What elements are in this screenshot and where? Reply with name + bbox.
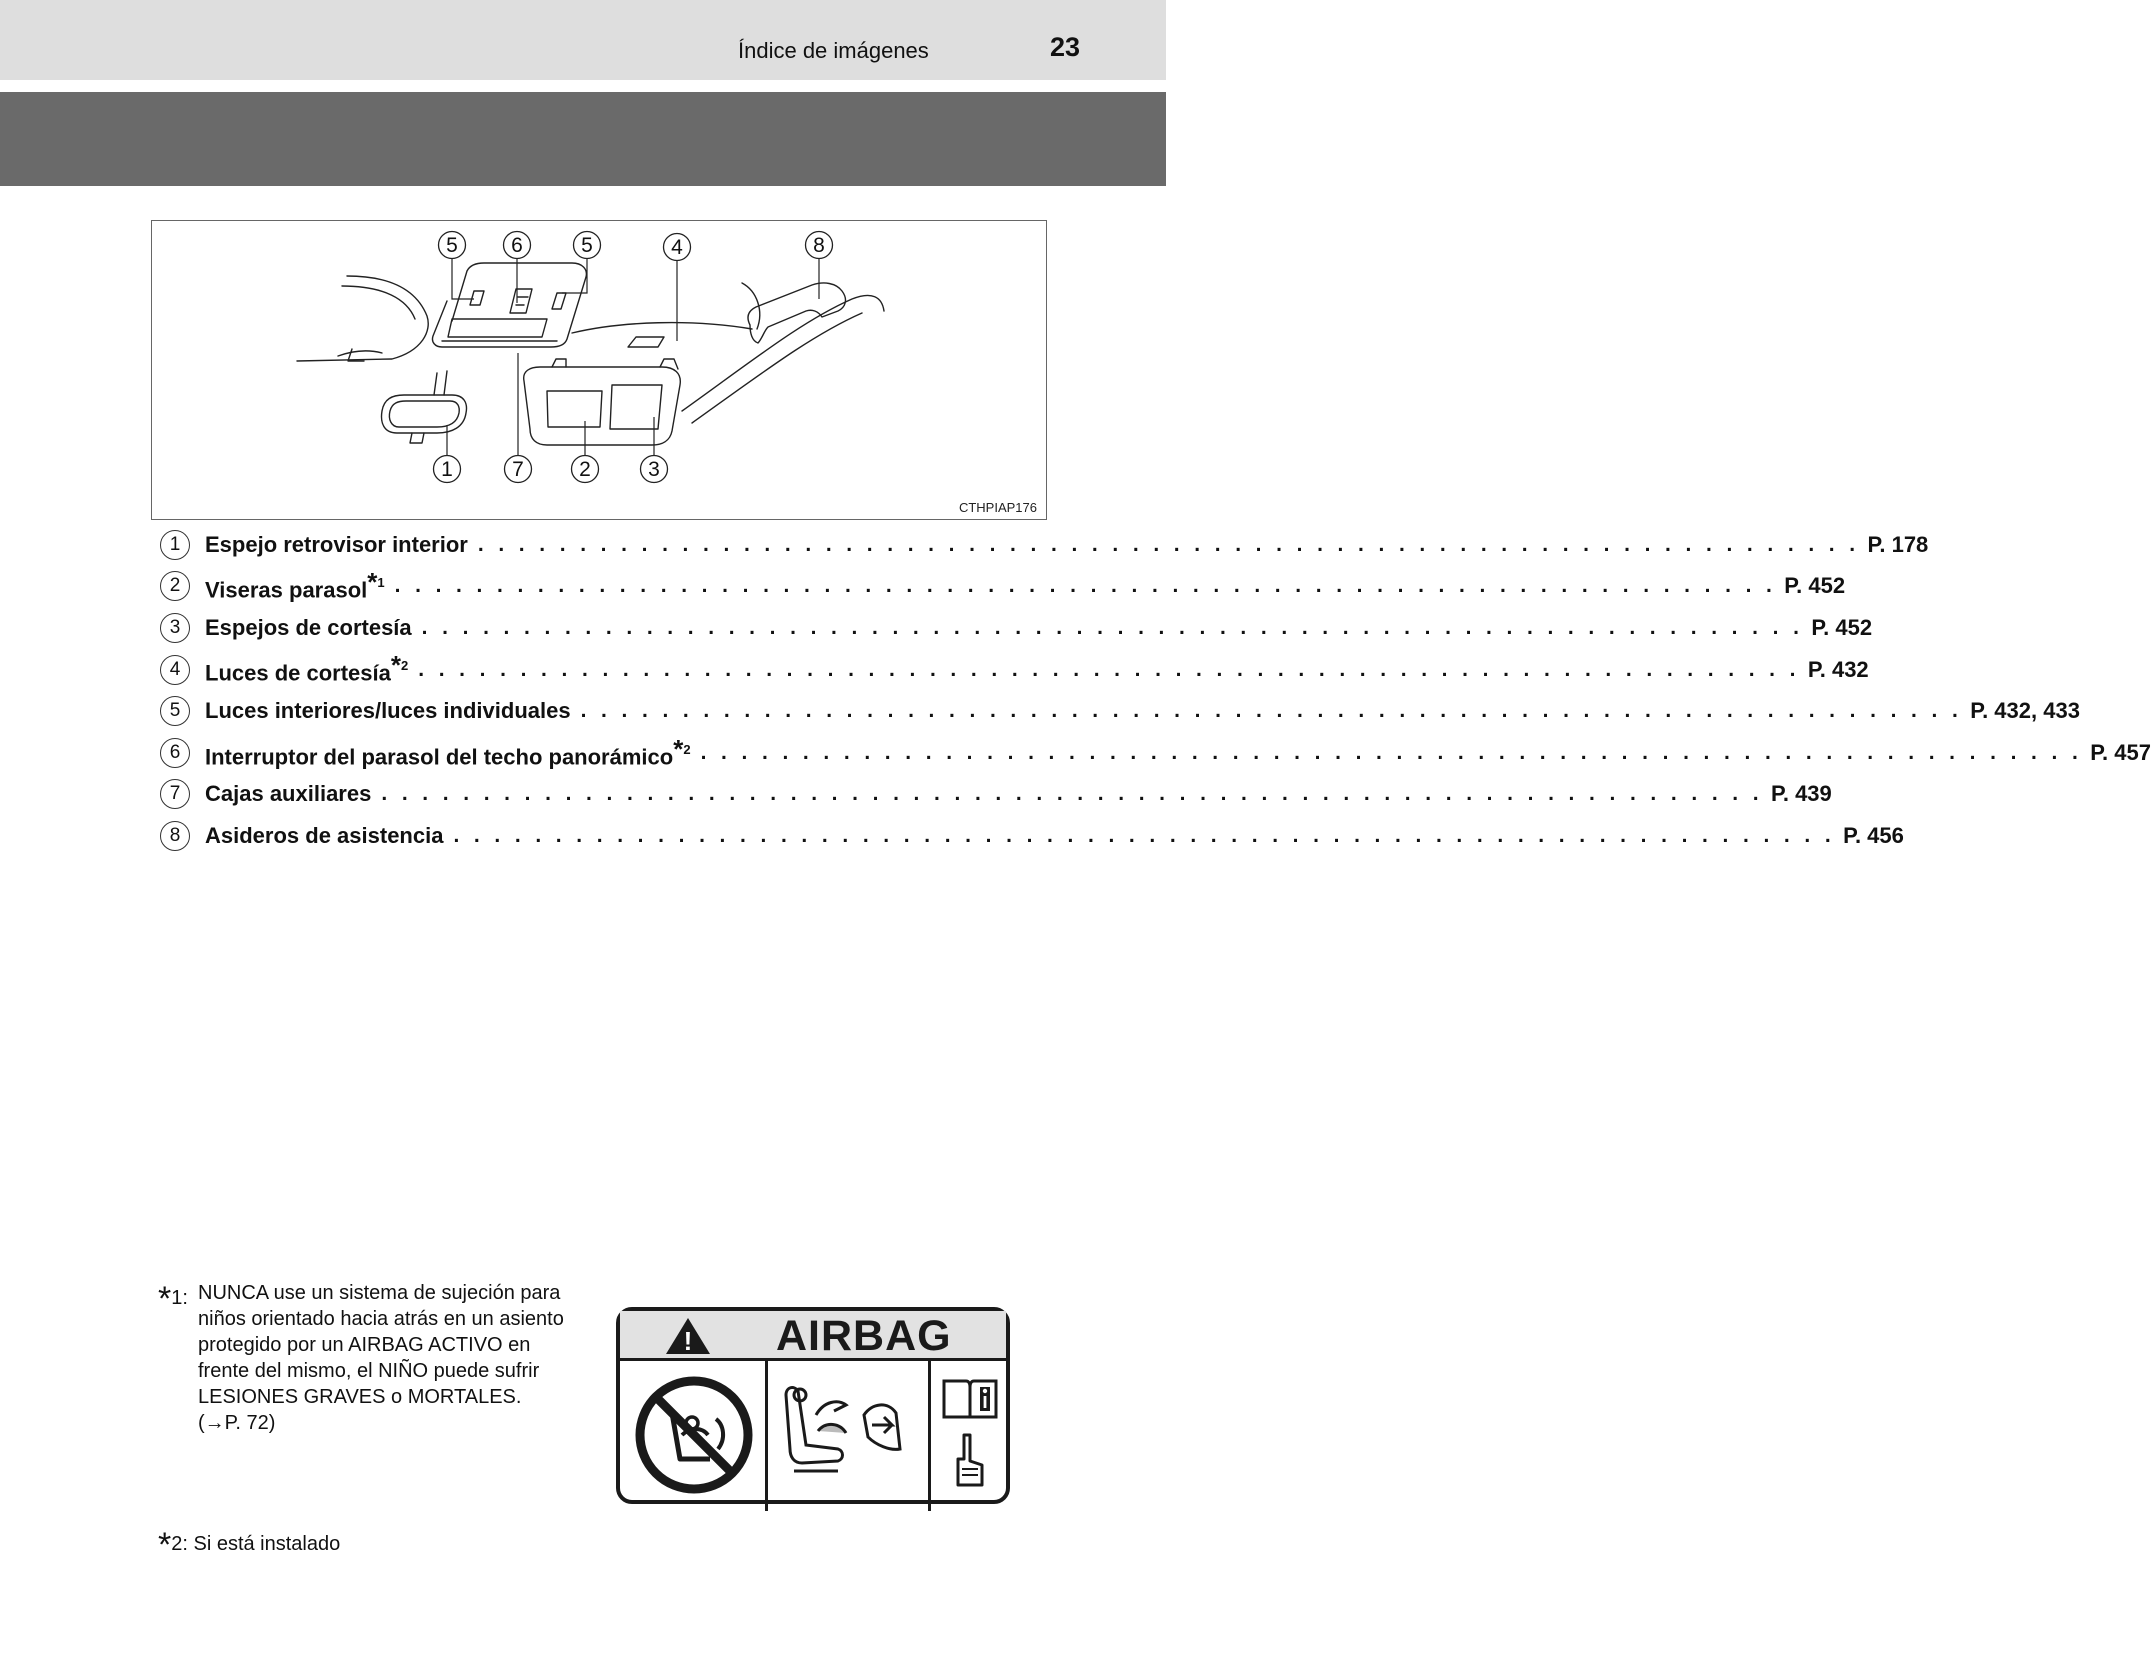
item-page-ref[interactable]: P. 439 <box>1771 781 1832 807</box>
footnote-star: * <box>673 733 684 764</box>
index-list <box>160 524 2151 857</box>
item-label: Luces interiores/luces individuales <box>205 698 571 724</box>
index-item[interactable] <box>160 566 1846 608</box>
sunshade-switch <box>510 289 532 313</box>
divider <box>928 1361 931 1511</box>
callout-label: 3 <box>648 458 660 481</box>
leader-dots: . . . . . . . . . . . . . . . . . . . . . . . . . . . . . . . . . . . . . . . . . . . . . . . . . . . . . . . . . . . . . . . . . . . . <box>700 740 2083 764</box>
footnote-star: * <box>390 650 401 681</box>
item-page-ref[interactable]: P. 452 <box>1784 573 1846 599</box>
footnote-ref-number: 2 <box>401 658 409 674</box>
callouts-bottom <box>434 456 668 483</box>
airbag-label-header <box>620 1311 1006 1361</box>
index-item[interactable] <box>160 607 1873 649</box>
footnote-index: 2 <box>171 1533 183 1555</box>
item-number: 5 <box>160 696 190 726</box>
footnote-marker: *1: <box>158 1280 188 1318</box>
overhead-console <box>432 263 586 347</box>
index-item[interactable] <box>160 815 1904 857</box>
footnote-line: frente del mismo, el NIÑO puede sufrir <box>198 1360 540 1382</box>
callout-label: 5 <box>446 234 458 257</box>
item-label: Viseras parasol <box>205 577 368 603</box>
footnote-star: * <box>158 1526 172 1564</box>
section-title: Índice de imágenes <box>738 38 929 63</box>
no-child-seat-icon <box>632 1373 756 1497</box>
footnote-ref <box>673 733 691 764</box>
seat-airbag-icon <box>772 1375 922 1495</box>
visor-pad <box>547 391 602 427</box>
callout-label: 6 <box>511 234 523 257</box>
item-page-ref[interactable]: P. 456 <box>1843 822 1904 848</box>
footnote-page-link[interactable]: (→P. 72) <box>198 1412 276 1434</box>
interior-illustration <box>152 221 1048 521</box>
header-band <box>0 92 1166 186</box>
read-manual-icon <box>938 1375 1002 1499</box>
item-number: 4 <box>160 655 190 685</box>
item-number: 1 <box>160 530 190 560</box>
airbag-warning-label <box>616 1307 1010 1504</box>
leader-5a <box>452 257 474 299</box>
item-page-ref[interactable]: P. 178 <box>1867 531 1929 557</box>
callout-label: 1 <box>441 458 453 481</box>
footnote-star: * <box>367 567 378 598</box>
item-number: 8 <box>160 821 190 851</box>
mirror-glass <box>389 401 459 427</box>
visor-clip <box>552 359 566 367</box>
callout-label: 4 <box>671 236 683 259</box>
callout-label: 8 <box>813 234 825 257</box>
item-page-ref[interactable]: P. 457 <box>2090 739 2151 765</box>
item-label: Espejo retrovisor interior <box>205 531 468 557</box>
index-item[interactable] <box>160 649 1869 691</box>
item-label-wrap <box>205 652 408 686</box>
footnote-line: LESIONES GRAVES o MORTALES. <box>198 1386 522 1408</box>
item-label: Espejos de cortesía <box>205 614 412 640</box>
page-header <box>0 0 1166 80</box>
item-number: 3 <box>160 613 190 643</box>
footnote-1 <box>158 1280 598 1436</box>
index-item[interactable] <box>160 690 2080 732</box>
leader-dots: . . . . . . . . . . . . . . . . . . . . . . . . . . . . . . . . . . . . . . . . . . . . . . . . . . . . . . . . . . . . . . . . . . . . <box>418 657 1800 681</box>
warning-glyph: ! <box>683 1326 693 1356</box>
footnote-line: NUNCA use un sistema de sujeción para <box>198 1282 561 1304</box>
item-label-wrap <box>205 733 691 770</box>
leader-dots: . . . . . . . . . . . . . . . . . . . . . . . . . . . . . . . . . . . . . . . . . . . . . . . . . . . . . . . . . . . . . . . . . . . . <box>421 615 1804 639</box>
aux-box-lid <box>448 319 547 337</box>
footnote-2: *2: Si está instalado <box>158 1526 341 1564</box>
warning-triangle-icon <box>664 1316 712 1356</box>
item-number: 6 <box>160 738 190 768</box>
headliner-left-line <box>297 276 428 361</box>
callout-label: 2 <box>579 458 591 481</box>
item-page-ref[interactable]: P. 432 <box>1807 656 1869 682</box>
leader-dots: . . . . . . . . . . . . . . . . . . . . . . . . . . . . . . . . . . . . . . . . . . . . . . . . . . . . . . . . . . . . . . . . . . . . <box>394 574 1777 598</box>
footnote-line: protegido por un AIRBAG ACTIVO en <box>198 1334 531 1356</box>
roof-rail-right <box>682 295 884 411</box>
item-label: Cajas auxiliares <box>205 781 372 807</box>
lamp-lens-left <box>470 291 484 305</box>
callout-label: 5 <box>581 234 593 257</box>
lamp-lens-right <box>552 293 566 309</box>
callouts-top <box>439 232 833 261</box>
item-number: 2 <box>160 571 190 601</box>
footnote-index: 1 <box>171 1287 183 1309</box>
footnote-star: * <box>158 1280 172 1318</box>
roof-line-center <box>572 323 752 333</box>
footnote-ref-number: 2 <box>683 741 691 757</box>
item-page-ref[interactable]: P. 432, 433 <box>1970 698 2080 724</box>
pillar-left <box>338 351 382 356</box>
callout-label: 7 <box>512 458 524 481</box>
index-item[interactable] <box>160 774 1832 816</box>
leader-dots: . . . . . . . . . . . . . . . . . . . . . . . . . . . . . . . . . . . . . . . . . . . . . . . . . . . . . . . . . . . . . . . . . . . . <box>381 782 1763 806</box>
index-item[interactable] <box>160 732 2151 774</box>
mirror-stem <box>434 371 447 395</box>
footnote-ref <box>390 650 409 681</box>
mirror-base <box>410 433 424 443</box>
leader-dots: . . . . . . . . . . . . . . . . . . . . . . . . . . . . . . . . . . . . . . . . . . . . . . . . . . . . . . . . . . . . . . . . . . . . <box>453 823 1836 847</box>
item-number: 7 <box>160 779 190 809</box>
item-label: Asideros de asistencia <box>205 822 444 848</box>
headliner-left-line-inner <box>342 286 415 319</box>
leader-dots: . . . . . . . . . . . . . . . . . . . . . . . . . . . . . . . . . . . . . . . . . . . . . . . . . . . . . . . . . . . . . . . . . . . . <box>580 699 1963 723</box>
item-label-wrap <box>205 569 385 603</box>
airbag-title: AIRBAG <box>776 1312 952 1360</box>
footnote-ref-number: 1 <box>377 575 385 591</box>
leader-dots: . . . . . . . . . . . . . . . . . . . . . . . . . . . . . . . . . . . . . . . . . . . . . . . . . . . . . . . . . . . . . . . . . . . . <box>477 532 1860 556</box>
leader-lines <box>447 257 819 456</box>
page-number: 23 <box>1050 32 1081 62</box>
assist-grip <box>748 283 845 343</box>
item-page-ref[interactable]: P. 452 <box>1811 614 1873 640</box>
footnote-text <box>198 1280 598 1436</box>
figure-code: CTHPIAP176 <box>958 500 1037 515</box>
footnote-text: Si está instalado <box>193 1533 341 1555</box>
interior-figure <box>151 220 1047 520</box>
index-item[interactable] <box>160 524 1929 566</box>
footnote-line: niños orientado hacia atrás en un asiento <box>198 1308 564 1330</box>
sunshade-switch-detail <box>516 297 528 305</box>
roof-rail-right-inner <box>692 313 862 423</box>
divider <box>765 1361 768 1511</box>
item-label: Luces de cortesía <box>205 660 391 686</box>
courtesy-lamp <box>628 337 664 347</box>
item-label: Interruptor del parasol del techo panorámico <box>205 743 674 769</box>
footnote-ref <box>367 567 385 598</box>
